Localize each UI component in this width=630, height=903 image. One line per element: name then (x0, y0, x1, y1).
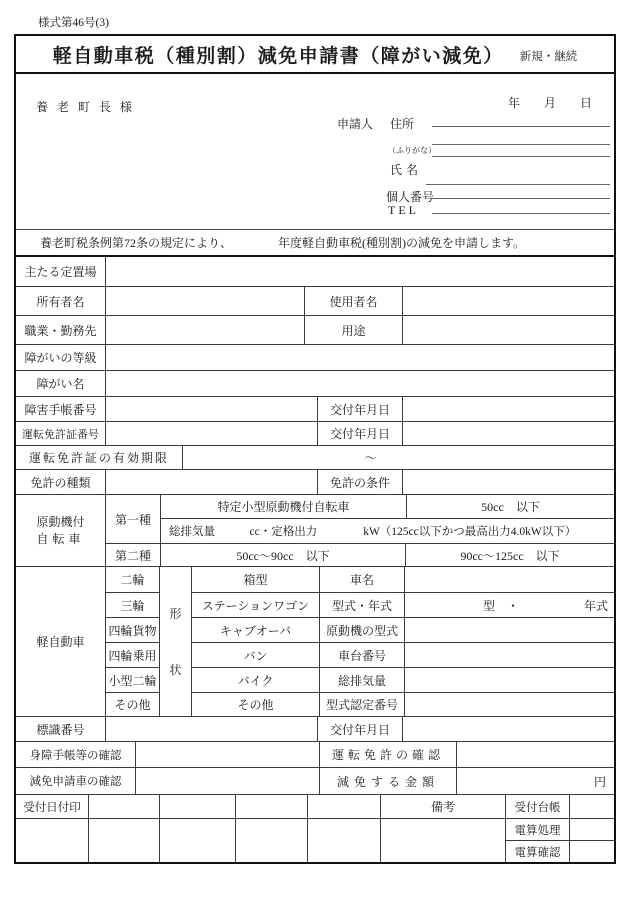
confirm-check-cell[interactable] (570, 840, 614, 862)
declaration-before: 養老町税条例第72条の規定により、 (40, 236, 233, 250)
reception-stamp-area[interactable] (16, 818, 88, 862)
stamp-col2-header[interactable] (160, 795, 235, 818)
stamp-col3-header[interactable] (236, 795, 307, 818)
kei-section (16, 566, 614, 716)
kei-type-column (105, 567, 159, 716)
disability-value[interactable] (105, 371, 614, 396)
shape-char-1: 形 (169, 607, 182, 622)
occupation-value[interactable] (105, 316, 304, 344)
tel-label: TEL (388, 203, 419, 217)
license-issue-label: 交付年月日 (317, 422, 402, 445)
class2-90-125-label: 90cc～125cc 以下 (405, 544, 614, 566)
plate-number-value[interactable] (105, 717, 317, 741)
displacement-power-line: 総排気量 cc・定格出力 kW（125cc以下かつ最高出力4.0kW以下） (169, 526, 577, 538)
shape-van: バン (192, 642, 319, 667)
plate-issue-value[interactable] (402, 717, 614, 741)
date-line (508, 94, 592, 111)
shape-cab-over: キャブオーバ (192, 617, 319, 642)
type-cert-number-value[interactable] (405, 692, 614, 716)
license-type-label: 免許の種類 (30, 475, 91, 490)
moped-label (16, 495, 105, 566)
date-month-label: 月 (543, 96, 556, 110)
form-code: 様式第46号(3) (38, 17, 109, 29)
kei-shape-column (191, 567, 319, 716)
model-year-label: 型式・年式 (320, 592, 404, 617)
plate-issue-label: 交付年月日 (317, 717, 402, 741)
shape-char-2: 状 (169, 662, 182, 677)
license-cond-value[interactable] (402, 470, 614, 494)
moped-section (16, 494, 614, 566)
grade-value[interactable] (105, 345, 614, 370)
kei-type-3wheel: 三輪 (106, 592, 159, 617)
furigana-line[interactable] (432, 156, 610, 157)
user-value[interactable] (402, 287, 614, 315)
vehicle-check-label: 減免申請車の確認 (29, 776, 122, 788)
computer-confirm-label: 電算確認 (506, 840, 569, 862)
name-label: 氏名 (390, 163, 423, 177)
moped-label-line1: 原動機付 (36, 515, 85, 530)
year-suffix-label: 年式 (583, 598, 608, 613)
kei-type-other: その他 (106, 692, 159, 716)
grade-label: 障がいの等級 (24, 351, 97, 365)
furigana-label: （ふりがな） (388, 146, 436, 155)
personal-number-label: 個人番号 (386, 190, 435, 204)
car-name-value[interactable] (405, 567, 614, 592)
license-check-label: 運転免許の確認 (319, 742, 456, 767)
address-line-2[interactable] (432, 144, 610, 145)
stamp-col4-header[interactable] (308, 795, 380, 818)
license-check-value[interactable] (456, 742, 614, 767)
computer-processing-label: 電算処理 (506, 818, 569, 840)
stamp-col2-area[interactable] (160, 818, 235, 862)
declaration-after: 年度軽自動車税(種別割)の減免を申請します。 (278, 236, 526, 250)
owner-value[interactable] (105, 287, 304, 315)
yen-label: 円 (593, 774, 606, 789)
car-name-label: 車名 (349, 573, 374, 587)
declaration-row (16, 229, 614, 255)
class2-50-90-label: 50cc～90cc 以下 (160, 544, 405, 566)
kei-value-column (404, 567, 614, 716)
kei-field-column (319, 567, 404, 716)
stamp-col1-area[interactable] (89, 818, 159, 862)
remarks-label: 備考 (430, 800, 455, 814)
title-bar (16, 36, 614, 74)
reception-ledger-label: 受付台帳 (514, 801, 561, 814)
moped-class2-label: 第二種 (114, 548, 151, 563)
moped-label-line2: 自転車 (36, 531, 85, 546)
office-section (16, 794, 614, 862)
user-label: 使用者名 (304, 287, 402, 315)
stamp-col3-area[interactable] (236, 818, 307, 862)
exemption-amount-value[interactable] (456, 768, 614, 794)
occupation-label: 職業・勤務先 (24, 323, 97, 338)
chassis-number-value[interactable] (405, 642, 614, 667)
plate-number-label: 標識番号 (36, 722, 85, 737)
license-type-value[interactable] (105, 470, 317, 494)
usage-label: 用途 (304, 316, 402, 344)
kei-type-passenger: 四輪乗用 (106, 642, 159, 667)
exemption-amount-label: 減免する金額 (319, 768, 456, 794)
engine-model-value[interactable] (405, 617, 614, 642)
usage-value[interactable] (402, 316, 614, 344)
disability-label: 障がい名 (36, 377, 85, 391)
handbook-issue-value[interactable] (402, 397, 614, 421)
shape-box: 箱型 (243, 573, 268, 587)
handbook-check-value[interactable] (135, 742, 319, 767)
license-number-value[interactable] (105, 422, 317, 445)
license-cond-label: 免許の条件 (317, 470, 402, 494)
handbook-check-label: 身障手帳等の確認 (29, 749, 122, 762)
date-year-label: 年 (507, 96, 520, 110)
stamp-col4-area[interactable] (308, 818, 380, 862)
model-year-value[interactable] (405, 592, 614, 617)
handbook-number-value[interactable] (105, 397, 317, 421)
chassis-number-label: 車台番号 (320, 642, 404, 667)
displacement-value[interactable] (405, 667, 614, 692)
license-validity-value[interactable] (182, 446, 614, 469)
kei-type-cargo: 四輪貨物 (106, 617, 159, 642)
applicant-section (16, 74, 614, 229)
ledger-check-cell[interactable] (570, 795, 614, 818)
kei-label: 軽自動車 (36, 635, 85, 649)
vehicle-check-value[interactable] (135, 768, 319, 794)
validity-tilde: ～ (364, 451, 377, 465)
type-cert-number-label: 型式認定番号 (320, 692, 404, 716)
name-line[interactable] (426, 184, 610, 185)
model-dot-label: 型 ・ (483, 598, 520, 613)
shape-column-label (159, 567, 191, 716)
applicant-label: 申請人 (337, 117, 374, 131)
handbook-number-label: 障害手帳番号 (24, 402, 97, 417)
reception-stamp-label: 受付日付印 (23, 801, 81, 814)
form-title: 軽自動車税（種別割）減免申請書（障がい減免） (52, 45, 504, 67)
displacement-label: 総排気量 (320, 667, 404, 692)
addressee: 養老町長様 (36, 100, 142, 114)
processing-check-cell[interactable] (570, 818, 614, 840)
personal-number-line[interactable] (430, 198, 610, 199)
address-label: 住所 (390, 117, 415, 131)
application-form (14, 34, 616, 864)
main-storage-value[interactable] (105, 257, 614, 286)
owner-label: 所有者名 (36, 294, 85, 309)
main-storage-label: 主たる定置場 (24, 265, 97, 279)
engine-model-label: 原動機の型式 (320, 617, 404, 642)
moped-class1-label: 第一種 (114, 512, 151, 527)
shape-other: その他 (192, 692, 319, 716)
date-day-label: 日 (579, 96, 592, 110)
kei-type-small-2wheel: 小型二輪 (106, 667, 159, 692)
license-number-label: 運転免許証番号 (22, 428, 99, 441)
tel-line[interactable] (432, 213, 610, 214)
main-table (16, 255, 614, 862)
new-or-continue-label: 新規・継続 (519, 51, 578, 63)
shape-bike: バイク (192, 667, 319, 692)
stamp-col1-header[interactable] (89, 795, 159, 818)
address-line-1[interactable] (432, 126, 610, 127)
handbook-issue-label: 交付年月日 (317, 397, 402, 421)
under-50cc-label: 50cc 以下 (406, 495, 614, 518)
license-issue-value[interactable] (402, 422, 614, 445)
kei-type-2wheel: 二輪 (120, 573, 145, 587)
remarks-value[interactable] (381, 818, 505, 862)
shape-station-wagon: ステーションワゴン (192, 592, 319, 617)
specified-small-moped-label: 特定小型原動機付自転車 (217, 500, 350, 514)
license-validity-label: 運転免許証の有効期限 (28, 451, 169, 465)
